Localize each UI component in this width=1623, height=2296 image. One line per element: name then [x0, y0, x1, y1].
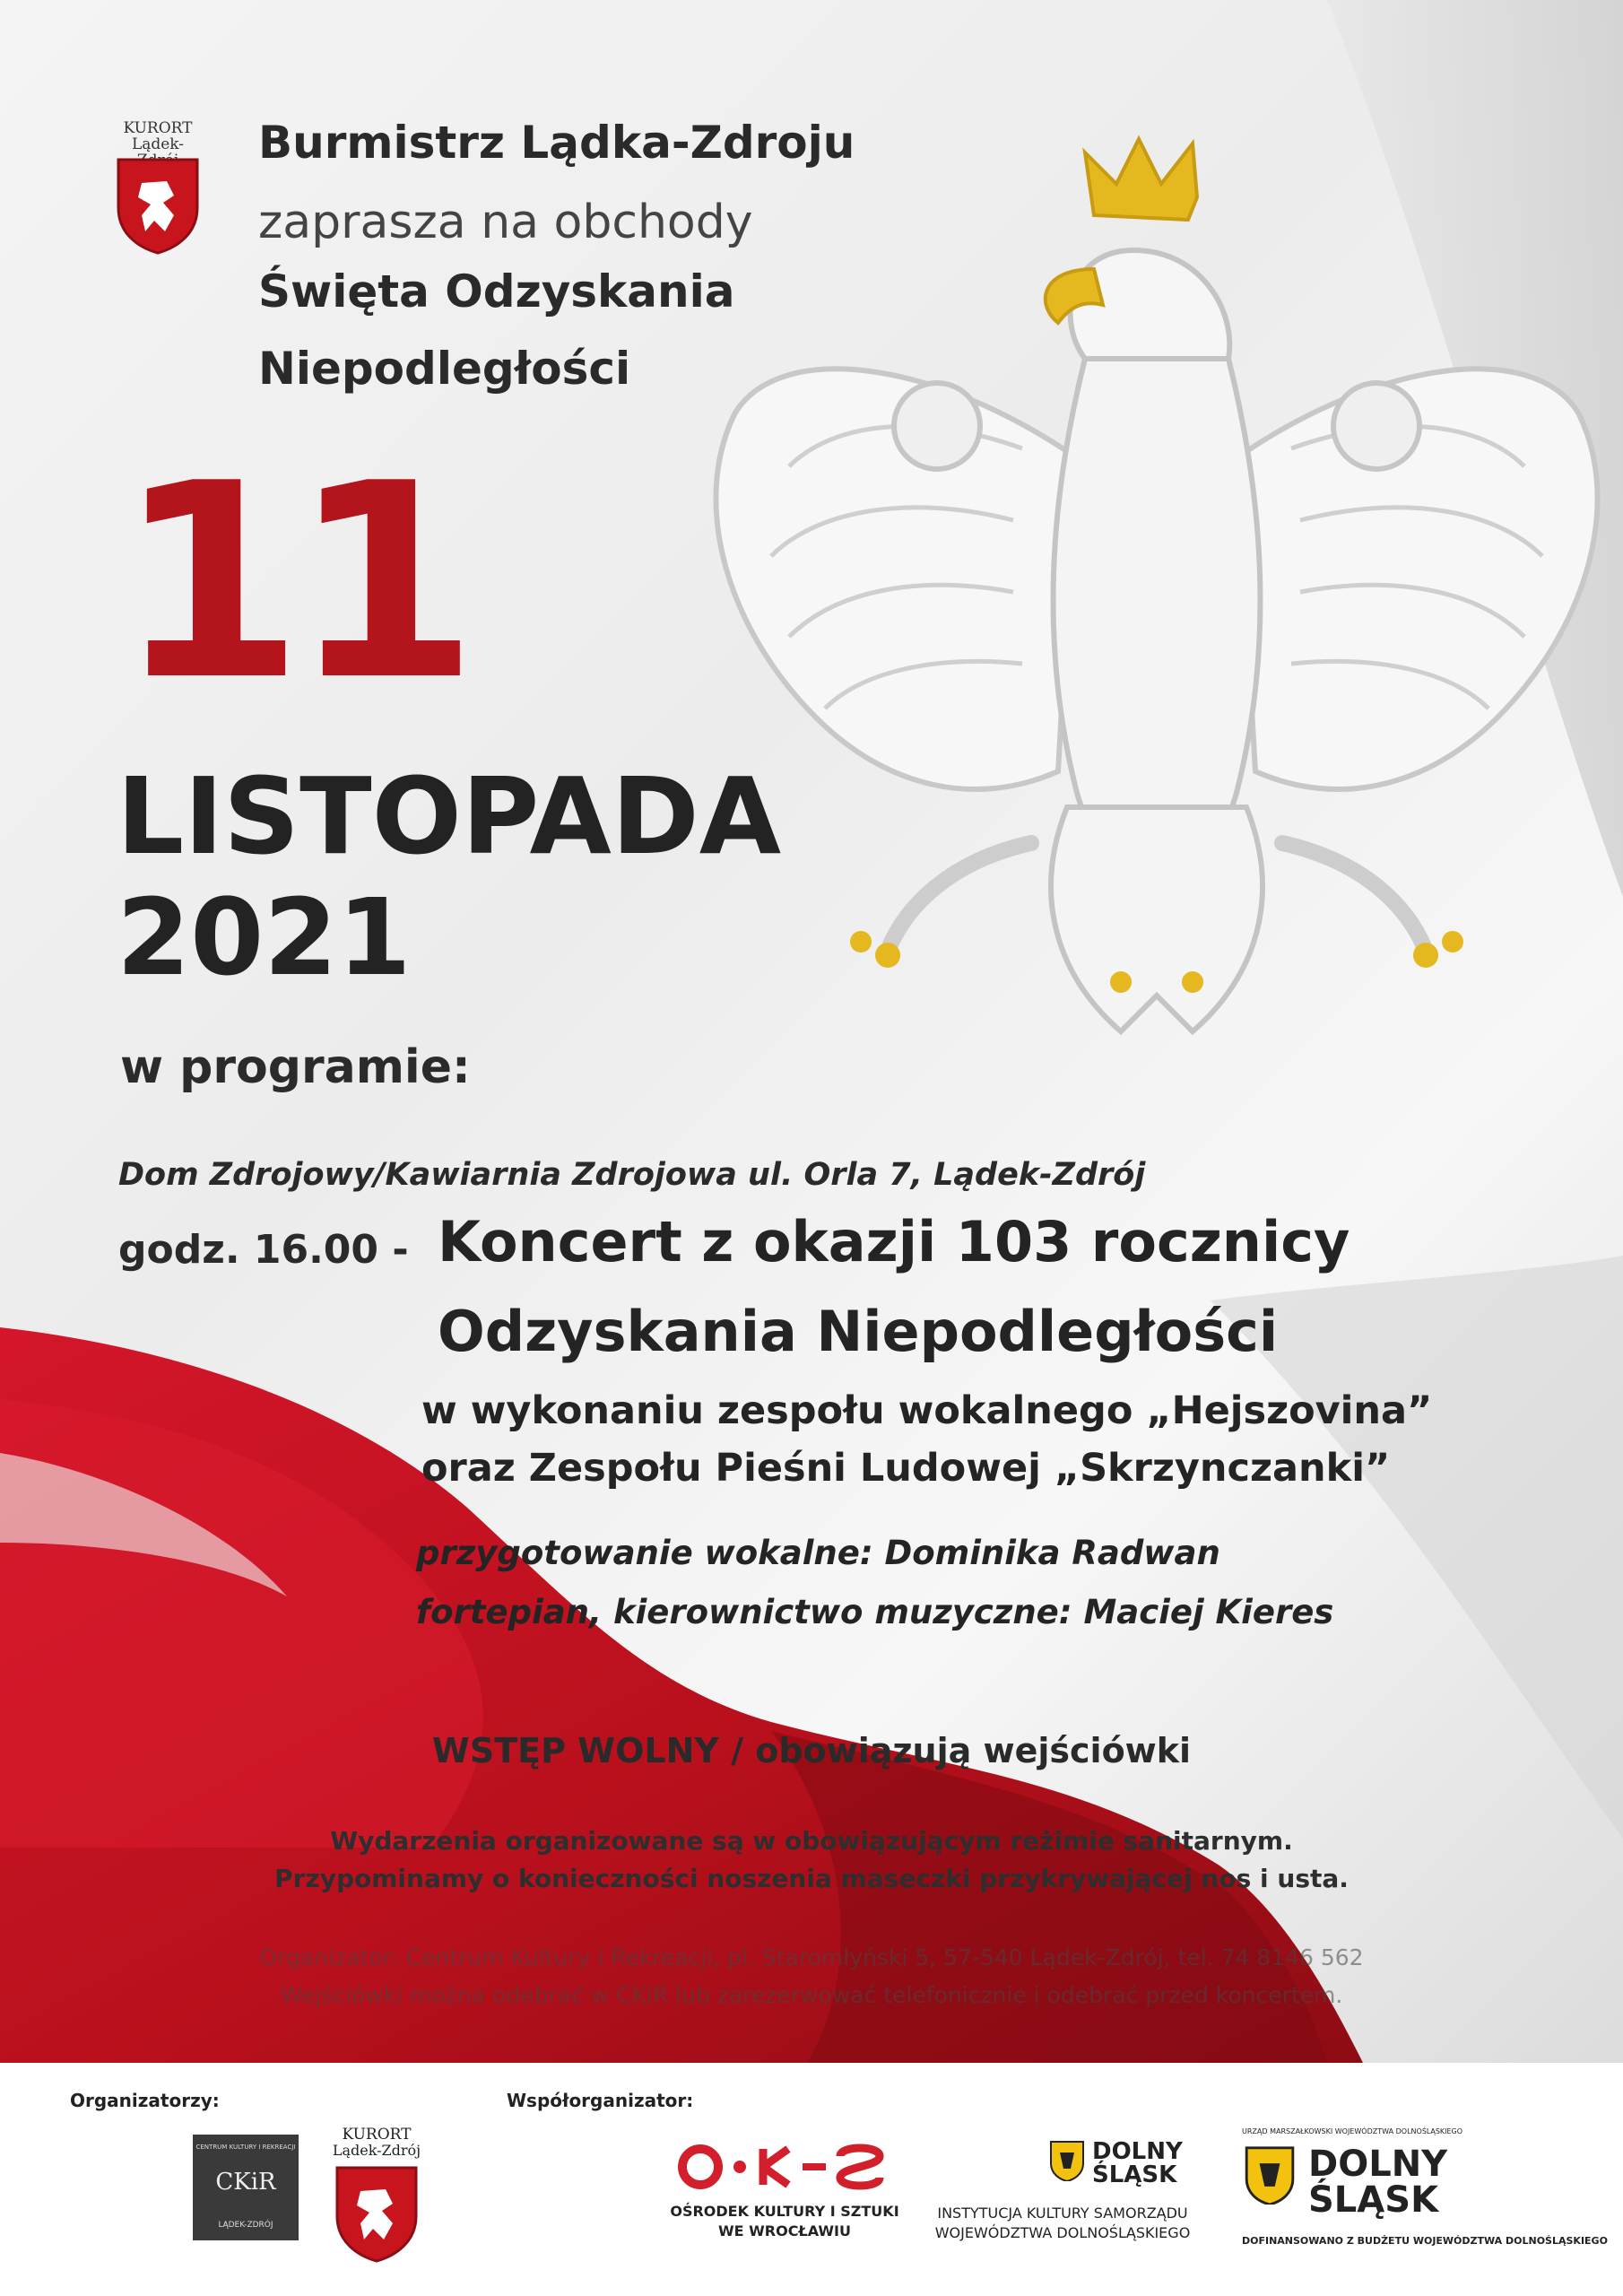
dolny2-word1: DOLNY: [1308, 2144, 1448, 2185]
organizer-line1: Organizator: Centrum Kultury i Rekreacji, pl. Staromłyński 5, 57-540 Lądek-Zdrój, tel. 74 8146 562: [259, 1944, 1364, 1970]
organizers-label: Organizatorzy:: [70, 2090, 220, 2111]
okis-name-line2: WE WROCŁAWIU: [718, 2222, 851, 2239]
sponsors-footer: [0, 2063, 1623, 2296]
coorganizer-label: Współorganizator:: [507, 2090, 694, 2111]
ckir-logo-top: CENTRUM KULTURY I REKREACJI: [195, 2144, 296, 2151]
holiday-title-line2: Niepodległości: [258, 343, 631, 395]
eagle-shield-icon: [1049, 2140, 1085, 2181]
ckir-logo-bottom: LĄDEK-ZDRÓJ: [218, 2221, 273, 2230]
dolny2-word2: ŚLĄSK: [1308, 2179, 1439, 2221]
okis-name-line1: OŚRODEK KULTURY I SZTUKI: [670, 2203, 899, 2220]
kurort-footer-crest: [332, 2126, 421, 2278]
event-time: godz. 16.00 -: [118, 1227, 409, 1273]
sanitary-line2: Przypominamy o konieczności noszenia maseczki przykrywającej nos i usta.: [274, 1864, 1349, 1893]
ckir-logo: [193, 2135, 299, 2240]
eagle-shield-icon: [1244, 2145, 1296, 2205]
kurort-footer-top: KURORT: [342, 2126, 412, 2144]
kurort-footer-bottom: Lądek-Zdrój: [332, 2142, 421, 2159]
performers-line2: oraz Zespołu Pieśni Ludowej „Skrzynczanki”: [421, 1446, 1391, 1491]
program-intro: w programie:: [120, 1040, 471, 1094]
funding-text: DOFINANSOWANO Z BUDŻETU WOJEWÓDZTWA DOLNOŚLĄSKIEGO: [1242, 2235, 1608, 2247]
sanitary-line1: Wydarzenia organizowane są w obowiązującym reżimie sanitarnym.: [330, 1826, 1293, 1856]
holiday-title-line1: Święta Odzyskania: [258, 265, 735, 317]
concert-title-line1: Koncert z okazji 103 rocznicy: [438, 1209, 1350, 1274]
organizer-line2: Wejściówki można odebrać w CKiR lub zarezerwować telefonicznie i odebrać przed koncertem.: [280, 1982, 1343, 2008]
institution-line2: WOJEWÓDZTWA DOLNOŚLĄSKIEGO: [934, 2224, 1191, 2241]
inviter-text: Burmistrz Lądka-Zdroju: [258, 117, 855, 169]
credit-line1: przygotowanie wokalne: Dominika Radwan: [416, 1534, 1220, 1572]
dolny-slask-institution-logo: [915, 2135, 1211, 2260]
event-day: 11: [117, 426, 466, 739]
okis-mark-icon: [677, 2144, 892, 2190]
shield-icon: [334, 2163, 420, 2264]
dolny1-word1: DOLNY: [1092, 2138, 1183, 2165]
kurort-crest: [115, 120, 201, 255]
okis-logo: [664, 2144, 906, 2251]
crown-icon: [1085, 139, 1197, 220]
institution-line1: INSTYTUCJA KULTURY SAMORZĄDU: [937, 2205, 1188, 2222]
credit-line2: fortepian, kierownictwo muzyczne: Maciej Kieres: [416, 1593, 1334, 1631]
urzad-text: URZĄD MARSZAŁKOWSKI WOJEWÓDZTWA DOLNOŚLĄSKIEGO: [1242, 2127, 1463, 2135]
invites-text: zaprasza na obchody: [258, 196, 753, 249]
venue-text: Dom Zdrojowy/Kawiarnia Zdrojowa ul. Orla 7, Lądek-Zdrój: [118, 1157, 1146, 1193]
dolny-slask-funding-logo: [1233, 2127, 1608, 2280]
concert-title-line2: Odzyskania Niepodległości: [438, 1299, 1279, 1364]
shield-icon: [115, 156, 201, 255]
ckir-logo-mark: CKiR: [215, 2169, 276, 2196]
dolny1-word2: ŚLĄSK: [1092, 2161, 1177, 2188]
crest-label-top: KURORT: [123, 119, 193, 137]
event-year: 2021: [117, 875, 412, 999]
performers-line1: w wykonaniu zespołu wokalnego „Hejszovina”: [421, 1388, 1433, 1433]
entry-info: WSTĘP WOLNY / obowiązują wejściówki: [431, 1731, 1192, 1770]
event-month: LISTOPADA: [117, 754, 782, 878]
crest-label-bottom: Lądek-: [131, 135, 185, 153]
